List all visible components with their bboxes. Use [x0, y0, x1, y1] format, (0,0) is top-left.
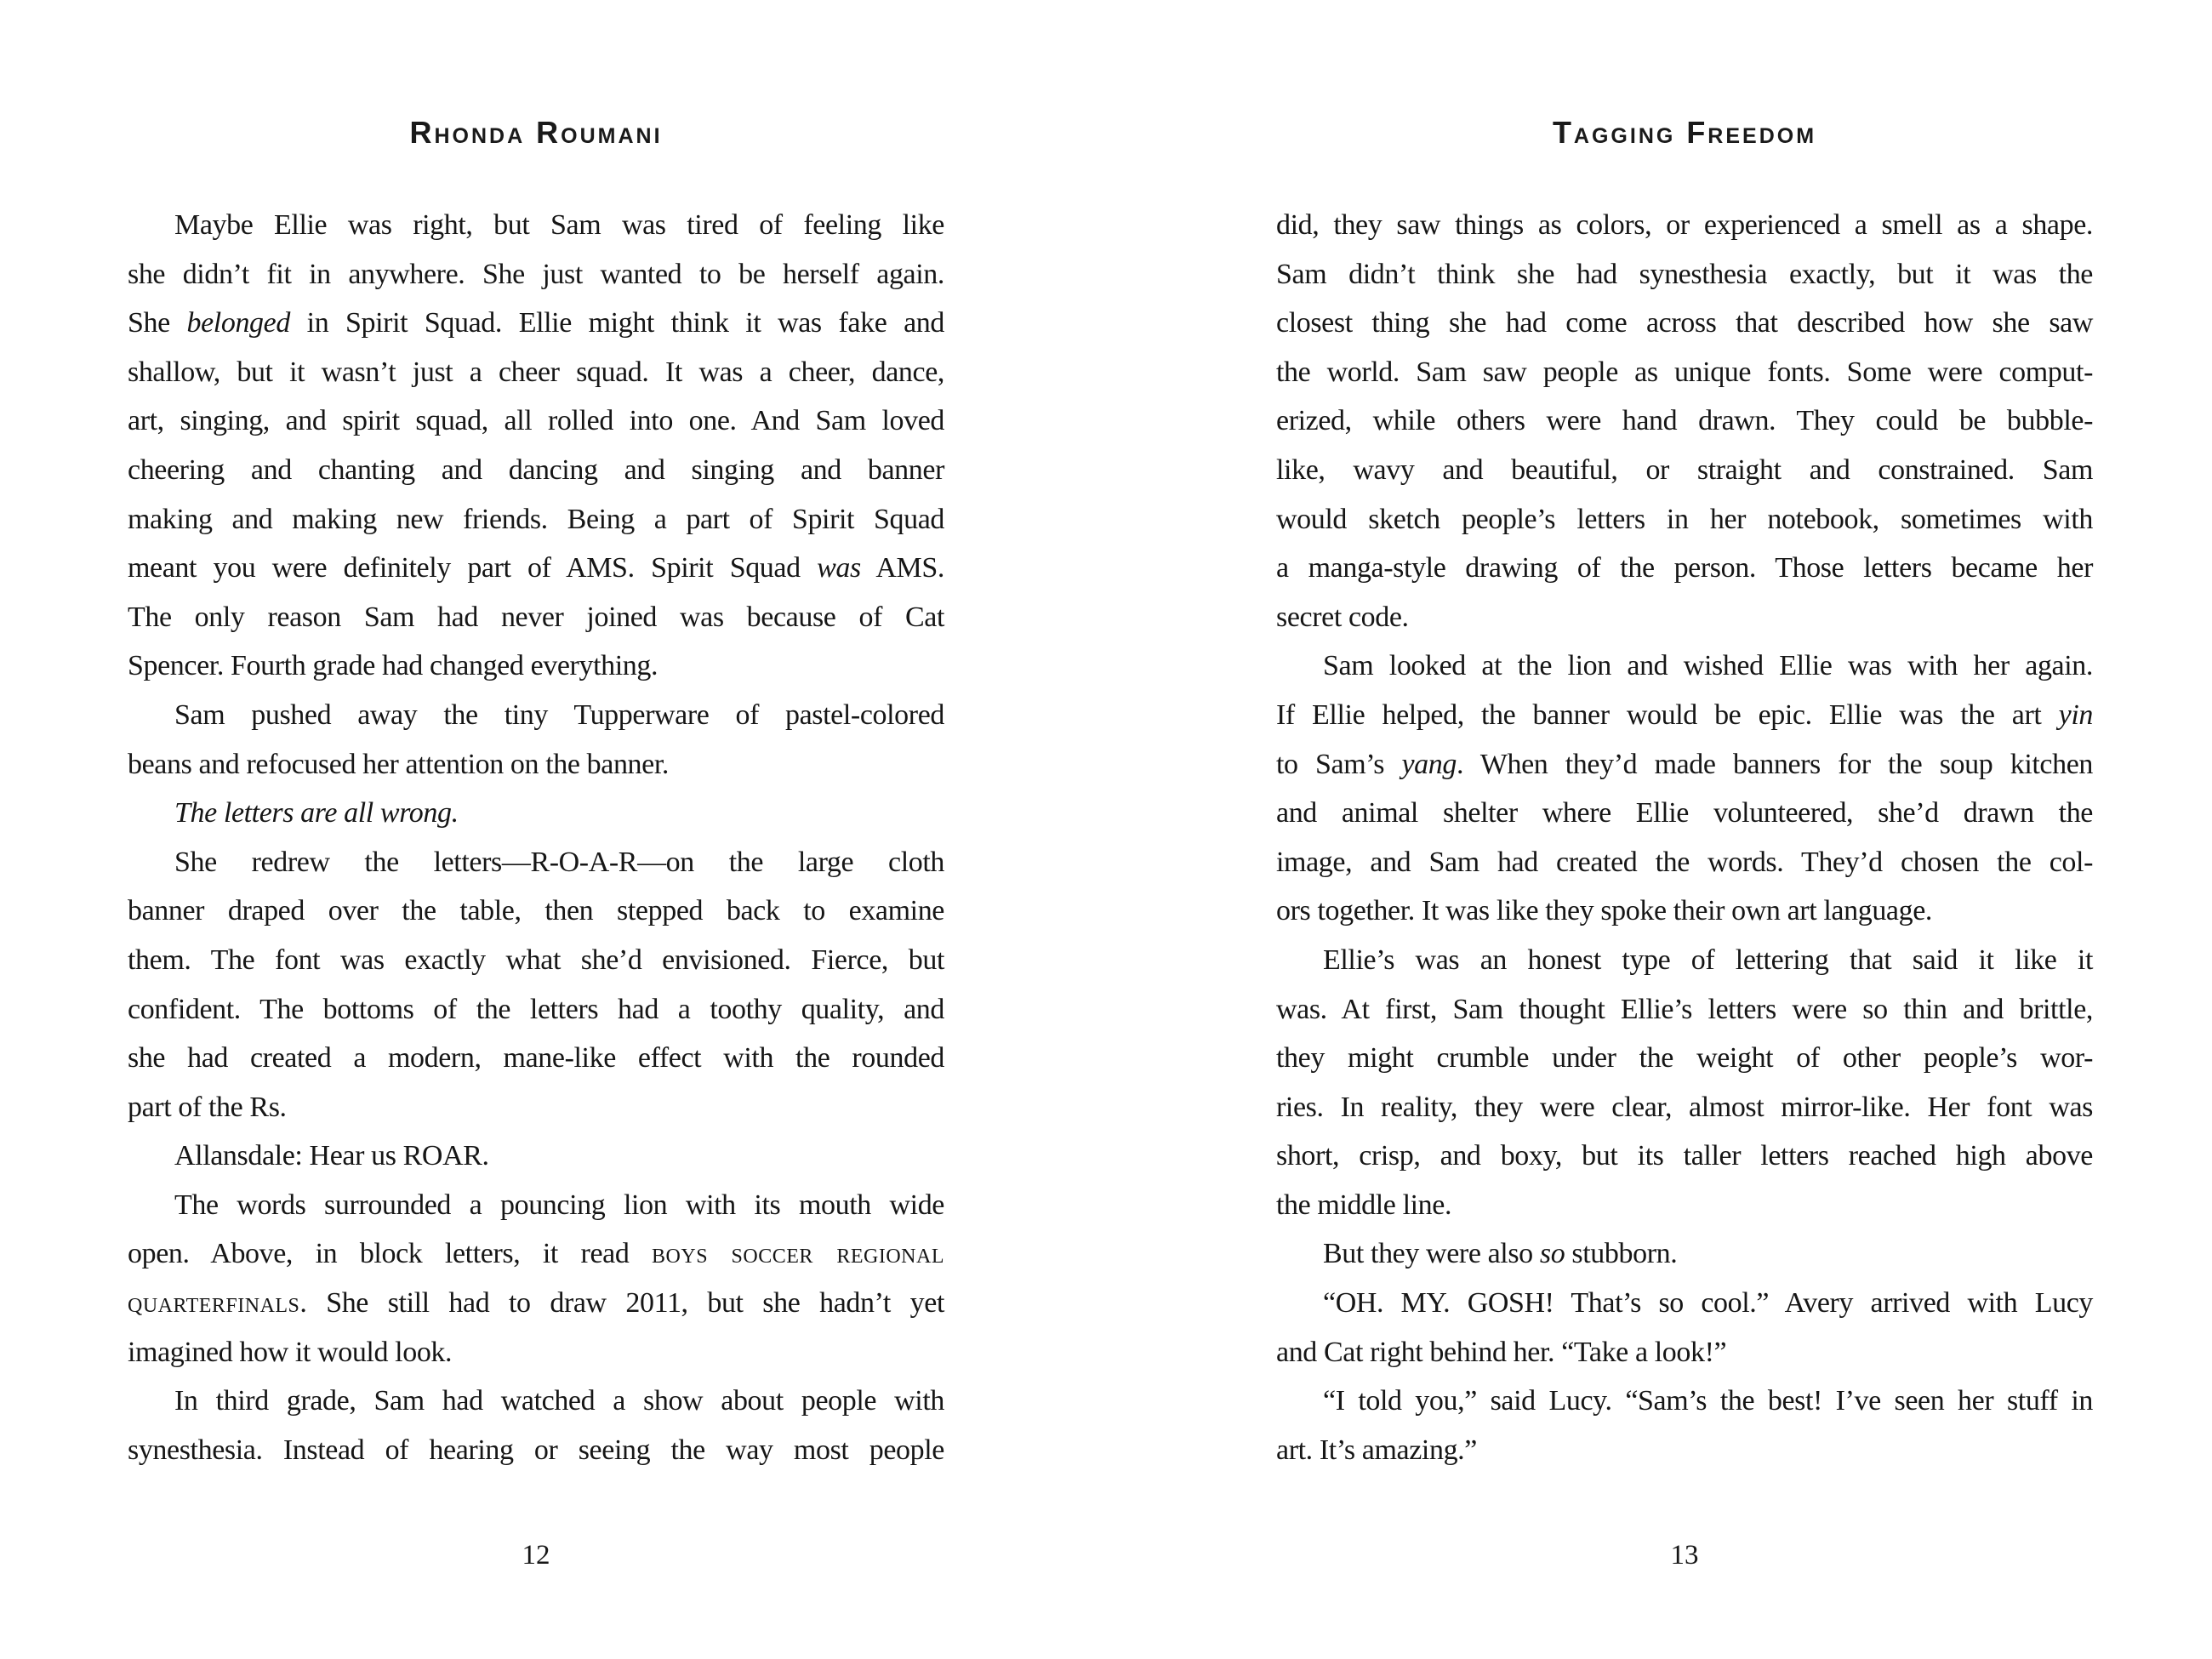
right-page-body: [1276, 201, 2093, 1474]
text-line: [1276, 1377, 2093, 1426]
text-line: [1276, 740, 2093, 790]
text-segment: But they were also: [1323, 1238, 1540, 1270]
text-segment: did, they saw things as colors, or experienced a smell as a shape.: [1276, 209, 2093, 241]
text-segment: Sam looked at the lion and wished Ellie was with her again.: [1323, 650, 2093, 682]
text-line: [128, 396, 944, 446]
text-line: [128, 1377, 944, 1426]
text-segment: ries. In reality, they were clear, almost mirror-like. Her font was: [1276, 1091, 2093, 1123]
text-line: [1276, 1132, 2093, 1181]
text-line: [128, 789, 944, 838]
text-segment: confident. The bottoms of the letters had a toothy quality, and: [128, 993, 944, 1025]
text-line: [128, 348, 944, 397]
text-line: [1276, 201, 2093, 250]
text-segment: In third grade, Sam had watched a show about people with: [174, 1385, 944, 1417]
text-segment: cheering and chanting and dancing and singing and banner: [128, 453, 944, 486]
text-line: [128, 544, 944, 593]
text-line: [128, 1426, 944, 1475]
text-segment: Sam didn’t think she had synesthesia exactly, but it was the: [1276, 258, 2093, 290]
text-line: [1276, 396, 2093, 446]
text-segment: short, crisp, and boxy, but its taller letters reached high above: [1276, 1140, 2093, 1172]
text-line: [128, 691, 944, 740]
text-segment: AMS.: [860, 552, 944, 584]
italic-text-segment: The letters are all wrong.: [174, 797, 459, 830]
text-line: [1276, 348, 2093, 397]
right-page: [1106, 0, 2212, 1659]
text-line: [1276, 1229, 2093, 1279]
text-line: [128, 838, 944, 887]
text-segment: stubborn.: [1565, 1238, 1678, 1270]
text-segment: them. The font was exactly what she’d envisioned. Fierce, but: [128, 944, 944, 976]
text-segment: . When they’d made banners for the soup kitchen: [1456, 748, 2093, 780]
text-line: [128, 1328, 944, 1377]
text-line: [1276, 1426, 2093, 1475]
text-line: [1276, 299, 2093, 348]
text-segment: meant you were definitely part of AMS. Spirit Squad: [128, 552, 818, 584]
text-segment: would sketch people’s letters in her notebook, sometimes with: [1276, 503, 2093, 535]
text-line: [128, 201, 944, 250]
text-segment: closest thing she had come across that described how she saw: [1276, 307, 2093, 339]
text-segment: art, singing, and spirit squad, all rolled into one. And Sam loved: [128, 405, 944, 437]
left-page-body: [128, 201, 944, 1474]
text-segment: secret code.: [1276, 601, 1409, 633]
text-segment: to Sam’s: [1276, 748, 1402, 780]
text-line: [1276, 887, 2093, 936]
text-line: [1276, 985, 2093, 1035]
text-line: [1276, 446, 2093, 495]
text-segment: open. Above, in block letters, it read: [128, 1238, 653, 1270]
right-running-header: Tagging Freedom: [1552, 115, 1817, 150]
text-line: [1276, 1181, 2093, 1230]
text-segment: She redrew the letters—R-O-A-R—on the large cloth: [174, 846, 944, 878]
text-segment: If Ellie helped, the banner would be epic. Ellie was the art: [1276, 698, 2059, 731]
text-line: [128, 1279, 944, 1328]
text-line: [1276, 250, 2093, 299]
text-segment: synesthesia. Instead of hearing or seeing the way most people: [128, 1434, 944, 1466]
text-segment: the middle line.: [1276, 1189, 1452, 1221]
text-line: [1276, 544, 2093, 593]
text-segment: was. At first, Sam thought Ellie’s letters were so thin and brittle,: [1276, 993, 2093, 1025]
text-line: [1276, 495, 2093, 544]
text-line: [128, 641, 944, 691]
text-line: [128, 1034, 944, 1083]
italic-text-segment: so: [1539, 1238, 1565, 1270]
text-segment: banner draped over the table, then stepped back to examine: [128, 895, 944, 927]
text-segment: “I told you,” said Lucy. “Sam’s the best! I’ve seen her stuff in: [1323, 1385, 2093, 1417]
text-segment: Maybe Ellie was right, but Sam was tired of feeling like: [174, 209, 944, 241]
text-line: [128, 887, 944, 936]
text-line: [128, 1132, 944, 1181]
text-segment: and animal shelter where Ellie volunteered, she’d drawn the: [1276, 797, 2093, 830]
text-line: [1276, 593, 2093, 642]
text-line: [128, 299, 944, 348]
text-line: [128, 1181, 944, 1230]
text-line: [128, 250, 944, 299]
text-line: [128, 495, 944, 544]
text-line: [128, 593, 944, 642]
text-segment: erized, while others were hand drawn. They could be bubble-: [1276, 405, 2093, 437]
text-segment: the world. Sam saw people as unique fonts. Some were comput-: [1276, 356, 2093, 388]
text-line: [1276, 1083, 2093, 1132]
text-segment: a manga-style drawing of the person. Those letters became her: [1276, 552, 2093, 584]
text-segment: Sam pushed away the tiny Tupperware of pastel-colored: [174, 698, 944, 731]
text-line: [1276, 691, 2093, 740]
text-segment: The words surrounded a pouncing lion with its mouth wide: [174, 1189, 944, 1221]
text-segment: like, wavy and beautiful, or straight and constrained. Sam: [1276, 453, 2093, 486]
text-segment: art. It’s amazing.”: [1276, 1434, 1477, 1466]
italic-text-segment: yin: [2058, 698, 2093, 731]
text-segment: . She still had to draw 2011, but she hadn’t yet: [299, 1287, 944, 1320]
text-segment: She: [128, 307, 187, 339]
text-segment: Ellie’s was an honest type of lettering that said it like it: [1323, 944, 2093, 976]
text-line: [1276, 1034, 2093, 1083]
text-line: [128, 740, 944, 790]
left-page-number: 12: [522, 1540, 550, 1571]
text-line: [128, 446, 944, 495]
text-line: [128, 985, 944, 1035]
text-segment: ors together. It was like they spoke their own art language.: [1276, 895, 1932, 927]
text-segment: Spencer. Fourth grade had changed everything.: [128, 650, 658, 682]
text-segment: The only reason Sam had never joined was because of Cat: [128, 601, 944, 633]
text-segment: “OH. MY. GOSH! That’s so cool.” Avery arrived with Lucy: [1323, 1287, 2093, 1320]
smallcaps-text-segment: boys soccer regional: [652, 1238, 945, 1270]
text-segment: in Spirit Squad. Ellie might think it was fake and: [289, 307, 944, 339]
text-line: [128, 1083, 944, 1132]
right-page-number: 13: [1670, 1540, 1699, 1571]
left-running-header: Rhonda Roumani: [409, 115, 663, 150]
italic-text-segment: was: [817, 552, 861, 584]
text-segment: Allansdale: Hear us ROAR.: [174, 1140, 489, 1172]
text-line: [1276, 838, 2093, 887]
text-line: [1276, 789, 2093, 838]
text-segment: beans and refocused her attention on the banner.: [128, 748, 669, 780]
italic-text-segment: yang: [1401, 748, 1457, 780]
text-segment: making and making new friends. Being a part of Spirit Squad: [128, 503, 944, 535]
text-segment: she had created a modern, mane-like effect with the rounded: [128, 1042, 944, 1075]
text-line: [128, 1229, 944, 1279]
text-segment: image, and Sam had created the words. They’d chosen the col-: [1276, 846, 2093, 878]
text-segment: imagined how it would look.: [128, 1336, 453, 1368]
smallcaps-text-segment: quarterfinals: [128, 1287, 300, 1320]
text-line: [1276, 641, 2093, 691]
text-line: [1276, 1279, 2093, 1328]
text-line: [1276, 936, 2093, 985]
text-line: [1276, 1328, 2093, 1377]
text-segment: and Cat right behind her. “Take a look!”: [1276, 1336, 1727, 1368]
text-segment: they might crumble under the weight of other people’s wor-: [1276, 1042, 2093, 1075]
text-segment: shallow, but it wasn’t just a cheer squad. It was a cheer, dance,: [128, 356, 944, 388]
italic-text-segment: belonged: [186, 307, 290, 339]
text-segment: she didn’t fit in anywhere. She just wanted to be herself again.: [128, 258, 944, 290]
text-line: [128, 936, 944, 985]
text-segment: part of the Rs.: [128, 1091, 287, 1123]
